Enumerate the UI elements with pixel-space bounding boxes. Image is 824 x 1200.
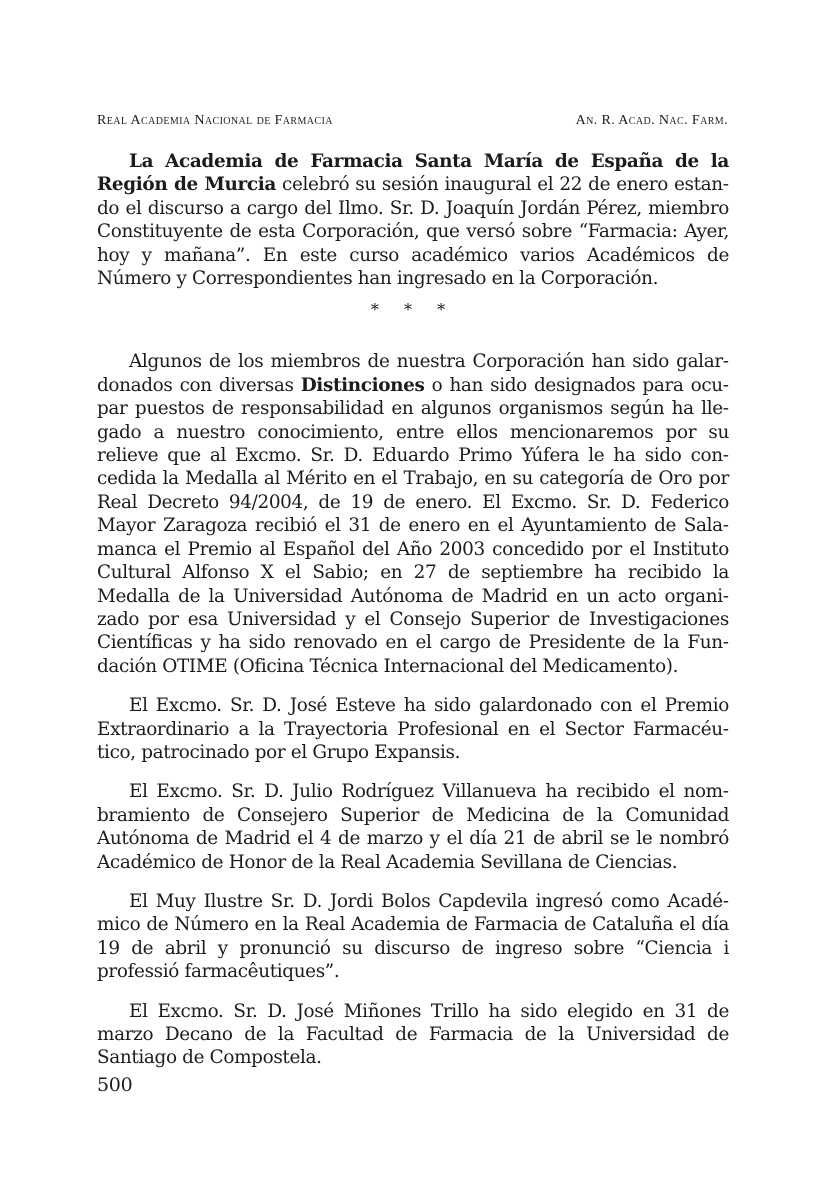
section-separator: * * *: [370, 300, 456, 320]
paragraph-murcia-academy: [97, 150, 729, 290]
page-body: [97, 150, 729, 1070]
paragraph-rodriguez-villanueva: El Excmo. Sr. D. Julio Rodríguez Villanueva ha recibido el nombramiento de Consejero Superior de Medicina de la Comunidad Autónoma de Madrid el 4 de marzo y el día 21 de abril se le nombró Académico de Honor de la Real Academia Sevillana de Ciencias.: [97, 781, 729, 873]
page-number: 500: [97, 1074, 133, 1096]
paragraph-esteve: El Excmo. Sr. D. José Esteve ha sido galardonado con el Premio Extraordinario a la Trayectoria Profesional en el Sector Farmacéutico, patrocinado por el Grupo Expansis.: [97, 695, 729, 763]
academy-name-bold: La Academia de Farmacia Santa María de España de la Región de Murcia: [97, 151, 729, 196]
running-header: [97, 113, 728, 133]
paragraph-distinctions-before: Algunos de los miembros de nuestra Corporación han sido galardonados con diversas: [97, 351, 729, 396]
paragraph-murcia-text: celebró su sesión inaugural el 22 de enero estando el discurso a cargo del Ilmo. Sr. D. Joaquín Jordán Pérez, miembro Constituyente de esta Corporación, que versó sobre “Farmacia: Ayer, hoy y mañana”. En este curso académico varios Académicos de Número y Correspondientes han ingresado en la Corporación.: [97, 174, 729, 290]
paragraph-bolos-capdevila: El Muy Ilustre Sr. D. Jordi Bolos Capdevila ingresó como Académico de Número en la Real Academia de Farmacia de Cataluña el día 19 de abril y pronunció su discurso de ingreso sobre “Ciencia i professió farmacêutiques”.: [97, 890, 729, 983]
paragraph-minones-trillo: El Excmo. Sr. D. José Miñones Trillo ha sido elegido en 31 de marzo Decano de la Facultad de Farmacia de la Universidad de Santiago de Compostela.: [97, 1000, 729, 1069]
paragraph-distinctions-after: o han sido designados para ocupar puestos de responsabilidad en algunos organismos según ha llegado a nuestro conocimiento, entre ellos mencionaremos por su relieve que al Excmo. Sr. D. Eduardo Primo Yúfera le ha sido concedida la Medalla al Mérito en el Trabajo, en su categoría de Oro por Real Decreto 94/2004, de 19 de enero. El Excmo. Sr. D. Federico Mayor Zaragoza recibió el 31 de enero en el Ayuntamiento de Salamanca el Premio al Español del Año 2003 concedido por el Instituto Cultural Alfonso X el Sabio; en 27 de septiembre ha recibido la Medalla de la Universidad Autónoma de Madrid en un acto organizado por esa Universidad y el Consejo Superior de Investigaciones Científicas y ha sido renovado en el cargo de Presidente de la Fundación OTIME (Oficina Técnica Internacional del Medicamento).: [97, 374, 729, 677]
journal-header-right: An. R. Acad. Nac. Farm.: [575, 113, 728, 128]
distinctions-bold: Distinciones: [300, 374, 425, 396]
journal-header-left: Real Academia Nacional de Farmacia: [97, 113, 333, 128]
paragraph-distinctions: [97, 350, 729, 678]
